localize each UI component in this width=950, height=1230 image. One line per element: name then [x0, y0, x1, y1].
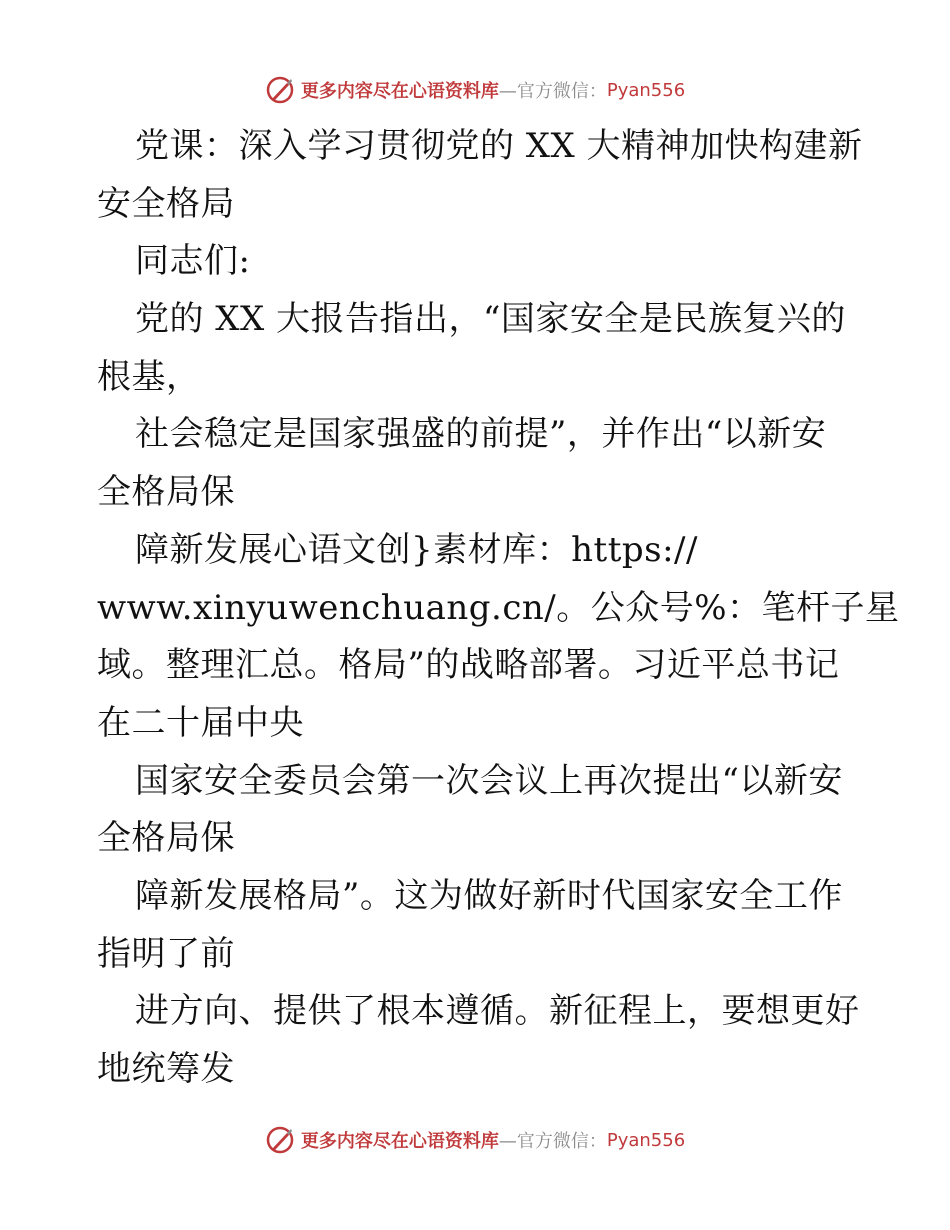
feather-pen-logo-icon	[265, 75, 295, 105]
text-line: 党的 XX 大报告指出，“国家安全是民族复兴的	[135, 299, 846, 340]
text-line: 根基，	[97, 356, 201, 397]
footer-wechat-id: Pyan556	[606, 1129, 686, 1151]
text-line: 障新发展格局”。这为做好新时代国家安全工作	[135, 875, 843, 916]
text-line: www.xinyuwenchuang.cn/。公众号%：笔杆子星	[97, 587, 900, 628]
document-body	[97, 118, 900, 1099]
salutation: 同志们:	[135, 241, 251, 282]
text-line: 域。整理汇总。格局”的战略部署。习近平总书记	[97, 645, 840, 686]
text-line: 地统筹发	[97, 1049, 235, 1089]
text-line: 进方向、提供了根本遵循。新征程上，要想更好	[135, 991, 860, 1032]
text-line: 国家安全委员会第一次会议上再次提出“以新安	[135, 760, 843, 801]
document-title-line-1: 党课：深入学习贯彻党的 XX 大精神加快构建新	[135, 126, 863, 166]
text-line: 全格局保	[97, 818, 235, 859]
feather-pen-logo-icon	[265, 1125, 295, 1155]
header-wechat-id: Pyan556	[606, 79, 686, 101]
text-line: 指明了前	[97, 933, 235, 974]
footer-brand-text: 更多内容尽在心语资料库	[300, 1131, 499, 1152]
text-line: 障新发展心语文创}素材库：https://	[135, 529, 698, 570]
header-watermark-banner	[0, 70, 950, 110]
footer-watermark-banner	[0, 1120, 950, 1160]
header-brand-text: 更多内容尽在心语资料库	[300, 81, 499, 102]
text-line: 全格局保	[97, 472, 235, 513]
text-line: 社会稳定是国家强盛的前提”，并作出“以新安	[135, 414, 827, 455]
header-contact-text: —官方微信：	[498, 81, 607, 102]
document-title-line-2: 安全格局	[97, 183, 235, 224]
text-line: 在二十届中央	[97, 702, 304, 743]
footer-contact-text: —官方微信：	[498, 1131, 607, 1152]
